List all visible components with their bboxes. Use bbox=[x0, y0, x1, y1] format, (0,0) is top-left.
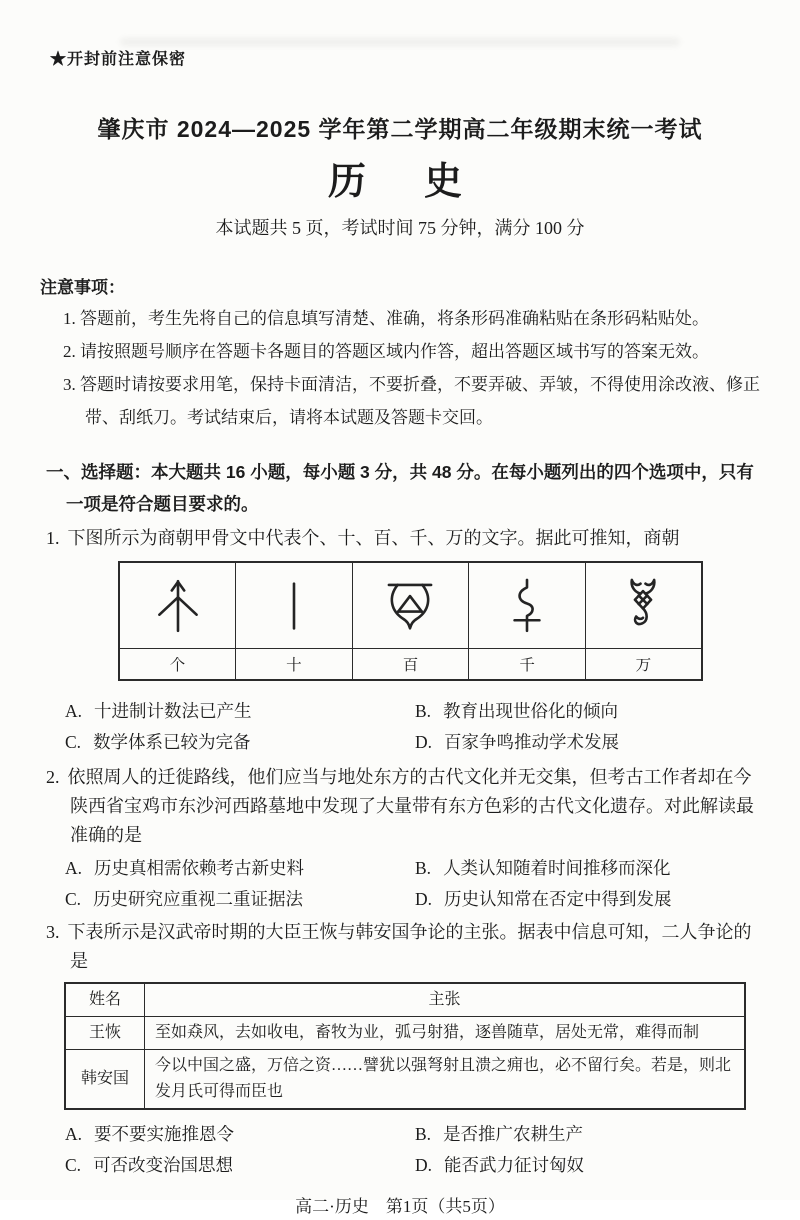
debate-table-header-row bbox=[65, 983, 745, 1017]
option-text: 十进制计数法已产生 bbox=[94, 701, 252, 721]
option-3-d bbox=[415, 1151, 760, 1180]
glyph-cell-ge bbox=[119, 562, 236, 649]
glyph-cell-bai bbox=[352, 562, 469, 649]
table-row-hananguo bbox=[65, 1050, 745, 1110]
option-label: C. bbox=[65, 732, 82, 752]
option-3-c bbox=[65, 1151, 415, 1180]
notice-item-3: 3. 答题时请按要求用笔，保持卡面清洁，不要折叠，不要弄破、弄皱，不得使用涂改液、修正带、刮纸刀。考试结束后，请将本试题及答题卡交回。 bbox=[63, 375, 760, 427]
debater-claim-cell: 今以中国之盛，万倍之资……譬犹以强弩射且溃之痈也，必不留行矣。若是，则北发月氏可得而臣也 bbox=[145, 1050, 746, 1110]
oracle-shi-glyph-icon bbox=[263, 572, 325, 640]
glyph-label-qian: 千 bbox=[469, 649, 586, 681]
notices-heading: 注意事项： bbox=[40, 278, 125, 297]
subject-title: 历 史 bbox=[327, 161, 472, 203]
question-3-text: 下表所示是汉武帝时期的大臣王恢与韩安国争论的主张。据表中信息可知，二人争论的是 bbox=[67, 922, 752, 971]
option-text: 数学体系已较为完备 bbox=[93, 732, 251, 752]
debater-name-cell: 韩安国 bbox=[65, 1050, 145, 1110]
option-text: 能否武力征讨匈奴 bbox=[444, 1155, 585, 1175]
question-1-options bbox=[65, 697, 760, 757]
option-3-b bbox=[415, 1120, 760, 1149]
option-text: 历史研究应重视二重证据法 bbox=[93, 889, 304, 909]
question-2-options bbox=[65, 854, 760, 914]
glyph-label-ge: 个 bbox=[119, 649, 236, 681]
option-1-c bbox=[65, 728, 415, 757]
option-1-d bbox=[415, 728, 760, 757]
table-row-wanghui bbox=[65, 1017, 745, 1050]
option-text: 教育出现世俗化的倾向 bbox=[443, 701, 619, 721]
question-3-options bbox=[65, 1120, 760, 1180]
oracle-qian-glyph-icon bbox=[496, 572, 558, 640]
option-text: 历史认知常在否定中得到发展 bbox=[444, 889, 672, 909]
security-notice: ★开封前注意保密 bbox=[50, 51, 187, 68]
glyph-cell-wan bbox=[585, 562, 702, 649]
option-2-d bbox=[415, 885, 760, 914]
oracle-ge-glyph-icon bbox=[147, 572, 209, 640]
option-2-b bbox=[415, 854, 760, 883]
exam-title: 肇庆市 2024—2025 学年第二学期高二年级期末统一考试 bbox=[97, 116, 703, 142]
option-label: C. bbox=[65, 1155, 82, 1175]
question-2-number: 2. bbox=[46, 767, 60, 787]
oracle-glyph-row bbox=[119, 562, 702, 649]
debater-claim-cell: 至如猋风，去如收电，畜牧为业，弧弓射猎，逐兽随草，居处无常，难得而制 bbox=[145, 1017, 746, 1050]
debate-table-header-claim: 主张 bbox=[145, 983, 746, 1017]
notice-item-1: 1. 答题前，考生先将自己的信息填写清楚、准确，将条形码准确粘贴在条形码粘贴处。 bbox=[63, 309, 709, 328]
option-label: A. bbox=[65, 701, 83, 721]
glyph-label-bai: 百 bbox=[352, 649, 469, 681]
option-text: 人类认知随着时间推移而深化 bbox=[443, 858, 671, 878]
glyph-cell-shi bbox=[236, 562, 353, 649]
option-label: A. bbox=[65, 1124, 83, 1144]
question-2-text: 依照周人的迁徙路线，他们应当与地处东方的古代文化并无交集，但考古工作者却在今陕西省宝鸡市东沙河西路墓地中发现了大量带有东方色彩的古代文化遗存。对此解读最准确的是 bbox=[67, 767, 754, 845]
oracle-glyph-table bbox=[118, 561, 703, 681]
debater-name-cell: 王恢 bbox=[65, 1017, 145, 1050]
glyph-cell-qian bbox=[469, 562, 586, 649]
notices-section bbox=[40, 274, 760, 434]
debate-table bbox=[64, 982, 746, 1110]
option-2-c bbox=[65, 885, 415, 914]
option-2-a bbox=[65, 854, 415, 883]
question-2-stem bbox=[46, 763, 760, 850]
question-3-number: 3. bbox=[46, 922, 60, 942]
question-3 bbox=[40, 918, 760, 1180]
option-label: B. bbox=[415, 858, 432, 878]
page-footer: 高二·历史 第1页（共5页） bbox=[295, 1197, 505, 1216]
oracle-bai-glyph-icon bbox=[379, 572, 441, 640]
question-1-stem bbox=[46, 523, 760, 553]
debate-table-header-name: 姓名 bbox=[65, 983, 145, 1017]
exam-info: 本试题共 5 页，考试时间 75 分钟，满分 100 分 bbox=[215, 218, 585, 238]
option-label: C. bbox=[65, 889, 82, 909]
question-3-stem bbox=[46, 918, 760, 976]
option-text: 可否改变治国思想 bbox=[93, 1155, 234, 1175]
glyph-label-shi: 十 bbox=[236, 649, 353, 681]
glyph-label-wan: 万 bbox=[585, 649, 702, 681]
notice-item-2: 2. 请按照题号顺序在答题卡各题目的答题区域内作答，超出答题区域书写的答案无效。 bbox=[63, 342, 709, 361]
option-label: A. bbox=[65, 858, 83, 878]
oracle-label-row bbox=[119, 649, 702, 681]
option-1-b bbox=[415, 697, 760, 726]
section-heading: 一、选择题：本大题共 16 小题，每小题 3 分，共 48 分。在每小题列出的四个选项中，只有一项是符合题目要求的。 bbox=[46, 462, 754, 514]
question-2 bbox=[40, 763, 760, 914]
oracle-wan-glyph-icon bbox=[612, 572, 674, 640]
option-label: B. bbox=[415, 701, 432, 721]
option-3-a bbox=[65, 1120, 415, 1149]
option-1-a bbox=[65, 697, 415, 726]
option-text: 是否推广农耕生产 bbox=[443, 1124, 584, 1144]
option-label: D. bbox=[415, 732, 433, 752]
question-1-text: 下图所示为商朝甲骨文中代表个、十、百、千、万的文字。据此可推知，商朝 bbox=[67, 528, 680, 548]
scan-artifact bbox=[120, 38, 680, 46]
option-text: 历史真相需依赖考古新史料 bbox=[94, 858, 305, 878]
question-1 bbox=[40, 523, 760, 757]
option-text: 百家争鸣推动学术发展 bbox=[444, 732, 620, 752]
option-text: 要不要实施推恩令 bbox=[94, 1124, 235, 1144]
option-label: D. bbox=[415, 1155, 433, 1175]
question-1-number: 1. bbox=[46, 528, 60, 548]
option-label: D. bbox=[415, 889, 433, 909]
option-label: B. bbox=[415, 1124, 432, 1144]
